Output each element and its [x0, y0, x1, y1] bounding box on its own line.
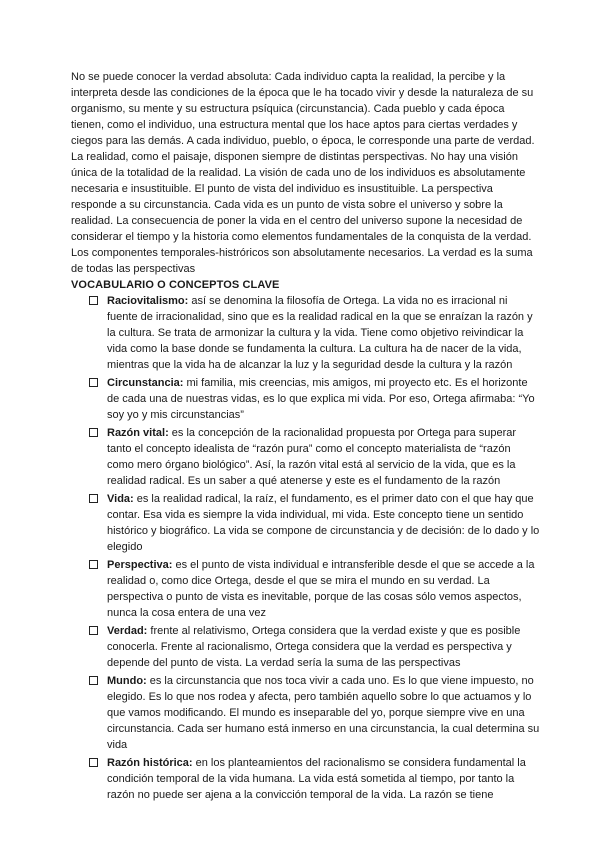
checkbox-icon[interactable] [89, 494, 98, 503]
term-definition: es la concepción de la racionalidad propuesta por Ortega para superar tanto el concepto idealista de “razón pura” como el concepto materialista de “razón como mero órgano biológico”. Así, la razón vital está al servicio de la vida, que es la realidad radical. Es un saber a qué atenerse y este es el fundamento de la razón [107, 427, 517, 487]
term-name: Raciovitalismo: [107, 295, 189, 307]
vocabulary-list [71, 293, 540, 803]
checkbox-icon[interactable] [89, 676, 98, 685]
vocabulary-item-razon-vital [89, 425, 540, 489]
vocabulary-item-verdad [89, 623, 540, 671]
vocabulary-item-raciovitalismo [89, 293, 540, 373]
term-definition: así se denomina la filosofía de Ortega. La vida no es irracional ni fuente de irracionalidad, sino que es la realidad radical en la que se enraízan la razón y la cultura. Se trata de armonizar la cultura y la vida. Tiene como objetivo reivindicar la vida como la base donde se fundamenta la cultura. La cultura ha de nacer de la vida, mientras que la vida ha de alcanzar la luz y la seguridad desde la cultura y la razón [107, 295, 533, 371]
intro-paragraph: No se puede conocer la verdad absoluta: Cada individuo capta la realidad, la percibe y la interpreta desde las condiciones de la época que le ha tocado vivir y desde la naturaleza de su organismo, su mente y su estructura psíquica (circunstancia). Cada pueblo y cada época tienen, como el individuo, una estructura mental que los hace aptos para ciertas verdades y ciegos para las demás. A cada individuo, pueblo, o época, le corresponde una parte de verdad. La realidad, como el paisaje, disponen siempre de distintas perspectivas. No hay una visión única de la totalidad de la realidad. La visión de cada uno de los individuos es absolutamente necesaria e insustituible. El punto de vista del individuo es insustituible. La perspectiva responde a su circunstancia. Cada vida es un punto de vista sobre el universo y sobre la realidad. La consecuencia de poner la vida en el centro del universo supone la necesidad de considerar el tiempo y la historia como elementos fundamentales de la conquista de la verdad. Los componentes temporales-histróricos son absolutamente necesarios. La verdad es la suma de todas las perspectivas [71, 71, 535, 275]
term-definition: mi familia, mis creencias, mis amigos, mi proyecto etc. Es el horizonte de cada una de nuestras vidas, es lo que explica mi vida. Por eso, Ortega afirmaba: “Yo soy yo y mis circunstancias” [107, 377, 535, 421]
checkbox-icon[interactable] [89, 560, 98, 569]
checkbox-icon[interactable] [89, 296, 98, 305]
term-name: Razón vital: [107, 427, 169, 439]
section-title: VOCABULARIO O CONCEPTOS CLAVE [71, 279, 280, 291]
term-definition: en los planteamientos del racionalismo se considera fundamental la condición temporal de la vida humana. La vida está sometida al tiempo, por tanto la razón no puede ser ajena a la convicción temporal de la vida. La razón se tiene [107, 757, 526, 801]
term-definition: frente al relativismo, Ortega considera que la verdad existe y que es posible conocerla. Frente al racionalismo, Ortega considera que la verdad es perspectiva y depende del punto de vista. La verdad sería la suma de las perspectivas [107, 625, 521, 669]
term-definition: es el punto de vista individual e intransferible desde el que se accede a la realidad o, como dice Ortega, desde el que se mira el mundo en su verdad. La perspectiva o punto de vista es inevitable, porque de las cosas sólo vemos aspectos, nunca la cosa entera de una vez [107, 559, 535, 619]
term-name: Razón histórica: [107, 757, 193, 769]
term-definition: es la circunstancia que nos toca vivir a cada uno. Es lo que viene impuesto, no elegido. Es lo que nos rodea y afecta, pero también aquello sobre lo que actuamos y lo que vamos modificando. El mundo es inseparable del yo, porque siempre vive en una circunstancia. Cada ser humano está inmerso en una circunstancia, la cual determina su vida [107, 675, 540, 751]
checkbox-icon[interactable] [89, 428, 98, 437]
term-name: Vida: [107, 493, 134, 505]
vocabulary-item-perspectiva [89, 557, 540, 621]
vocabulary-item-mundo [89, 673, 540, 753]
term-name: Verdad: [107, 625, 148, 637]
vocabulary-item-razon-historica [89, 755, 540, 803]
term-name: Circunstancia: [107, 377, 184, 389]
vocabulary-item-vida [89, 491, 540, 555]
checkbox-icon[interactable] [89, 758, 98, 767]
vocabulary-item-circunstancia [89, 375, 540, 423]
term-name: Perspectiva: [107, 559, 173, 571]
checkbox-icon[interactable] [89, 626, 98, 635]
term-name: Mundo: [107, 675, 147, 687]
checkbox-icon[interactable] [89, 378, 98, 387]
term-definition: es la realidad radical, la raíz, el fundamento, es el primer dato con el que hay que contar. Esa vida es siempre la vida individual, mi vida. Este concepto tiene un sentido histórico y biográfico. La vida se compone de circunstancia y de decisión: de lo dado y lo elegido [107, 493, 540, 553]
